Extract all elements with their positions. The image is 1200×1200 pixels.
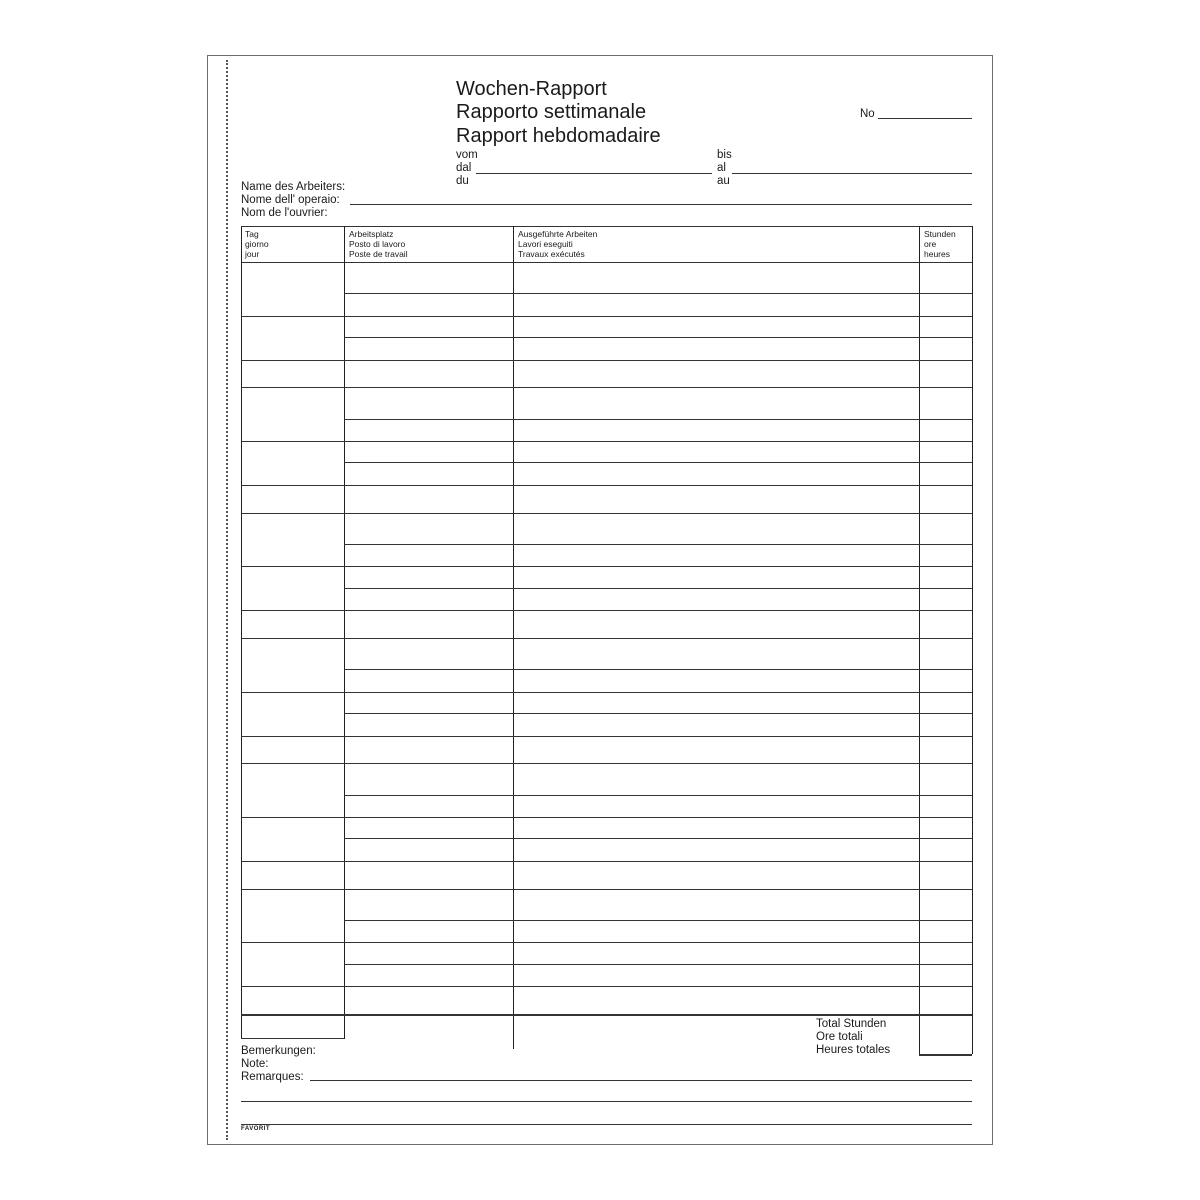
entry-row-line xyxy=(344,337,972,338)
total-label-it: Ore totali xyxy=(816,1031,863,1043)
from-label-it: dal xyxy=(456,162,472,174)
entry-row-line xyxy=(344,293,972,294)
header-day xyxy=(245,229,269,259)
day-block-separator xyxy=(241,513,972,514)
day-subrow-line xyxy=(241,441,344,442)
entry-row-line xyxy=(344,588,972,589)
worker-label-de: Name des Arbeiters: xyxy=(241,181,346,193)
entry-row-line xyxy=(344,942,972,943)
header-workplace-de: Arbeitsplatz xyxy=(349,229,394,239)
entry-row-line xyxy=(344,669,972,670)
day-subrow-line xyxy=(241,861,344,862)
entry-row-line xyxy=(344,316,972,317)
from-label-fr: du xyxy=(456,175,469,187)
header-hours-fr: heures xyxy=(924,249,950,259)
header-hours xyxy=(924,229,956,259)
brand-label: FAVORIT xyxy=(241,1126,271,1132)
day-subrow-line xyxy=(241,736,344,737)
worker-label-it: Nome dell' operaio: xyxy=(241,194,340,206)
to-label-de: bis xyxy=(717,149,732,161)
entry-row-line xyxy=(344,610,972,611)
header-work-done-de: Ausgeführte Arbeiten xyxy=(518,229,598,239)
header-work-done-fr: Travaux exécutés xyxy=(518,249,585,259)
to-label-it: al xyxy=(717,162,726,174)
entry-row-line xyxy=(344,736,972,737)
title-italian: Rapporto settimanale xyxy=(456,101,647,123)
column-divider-1 xyxy=(344,226,345,1039)
remarks-line-3[interactable] xyxy=(241,1124,972,1125)
entry-row-line xyxy=(344,713,972,714)
to-label-fr: au xyxy=(717,175,730,187)
header-workplace-fr: Poste de travail xyxy=(349,249,408,259)
total-hours-underline xyxy=(919,1054,972,1056)
table-foot-line xyxy=(241,1038,344,1039)
total-label-de: Total Stunden xyxy=(816,1018,887,1030)
header-workplace-it: Posto di lavoro xyxy=(349,239,406,249)
day-subrow-line xyxy=(241,942,344,943)
entry-row-line xyxy=(344,419,972,420)
table-top-border xyxy=(241,226,972,227)
total-label-fr: Heures totales xyxy=(816,1044,891,1056)
day-subrow-line xyxy=(241,817,344,818)
remarks-line-2[interactable] xyxy=(241,1101,972,1102)
remarks-line-1[interactable] xyxy=(310,1080,972,1081)
entry-row-line xyxy=(344,838,972,839)
day-subrow-line xyxy=(241,360,344,361)
header-day-it: giorno xyxy=(245,239,269,249)
entry-row-line xyxy=(344,817,972,818)
entry-row-line xyxy=(344,692,972,693)
day-subrow-line xyxy=(241,610,344,611)
entry-row-line xyxy=(344,544,972,545)
title-french: Rapport hebdomadaire xyxy=(456,125,661,147)
number-label: No xyxy=(860,108,875,120)
entry-row-line xyxy=(344,462,972,463)
day-subrow-line xyxy=(241,316,344,317)
day-subrow-line xyxy=(241,485,344,486)
day-block-separator xyxy=(241,638,972,639)
entry-row-line xyxy=(344,861,972,862)
column-divider-3 xyxy=(919,226,920,1054)
header-day-de: Tag xyxy=(245,229,259,239)
entry-row-line xyxy=(344,566,972,567)
entry-row-line xyxy=(344,986,972,987)
day-block-separator xyxy=(241,387,972,388)
remarks-label-de: Bemerkungen: xyxy=(241,1045,316,1057)
header-hours-it: ore xyxy=(924,239,937,249)
day-subrow-line xyxy=(241,986,344,987)
remarks-label-it: Note: xyxy=(241,1058,269,1070)
day-subrow-line xyxy=(241,692,344,693)
header-hours-de: Stunden xyxy=(924,229,956,239)
day-block-separator xyxy=(241,889,972,890)
table-bottom-border xyxy=(241,1014,972,1016)
worker-label-fr: Nom de l'ouvrier: xyxy=(241,207,328,219)
entry-row-line xyxy=(344,360,972,361)
table-header-separator xyxy=(241,262,972,263)
entry-row-line xyxy=(344,485,972,486)
entry-row-line xyxy=(344,964,972,965)
entry-row-line xyxy=(344,795,972,796)
day-block-separator xyxy=(241,763,972,764)
title-german: Wochen-Rapport xyxy=(456,78,607,100)
day-subrow-line xyxy=(241,566,344,567)
header-work-done-it: Lavori eseguiti xyxy=(518,239,573,249)
table-left-border xyxy=(241,226,242,1038)
header-work-done xyxy=(518,229,597,259)
entry-row-line xyxy=(344,441,972,442)
entry-row-line xyxy=(344,920,972,921)
remarks-label-fr: Remarques: xyxy=(241,1071,304,1083)
header-workplace xyxy=(349,229,408,259)
table-right-border xyxy=(972,226,973,1054)
header-day-fr: jour xyxy=(245,249,260,259)
from-label-de: vom xyxy=(456,149,478,161)
